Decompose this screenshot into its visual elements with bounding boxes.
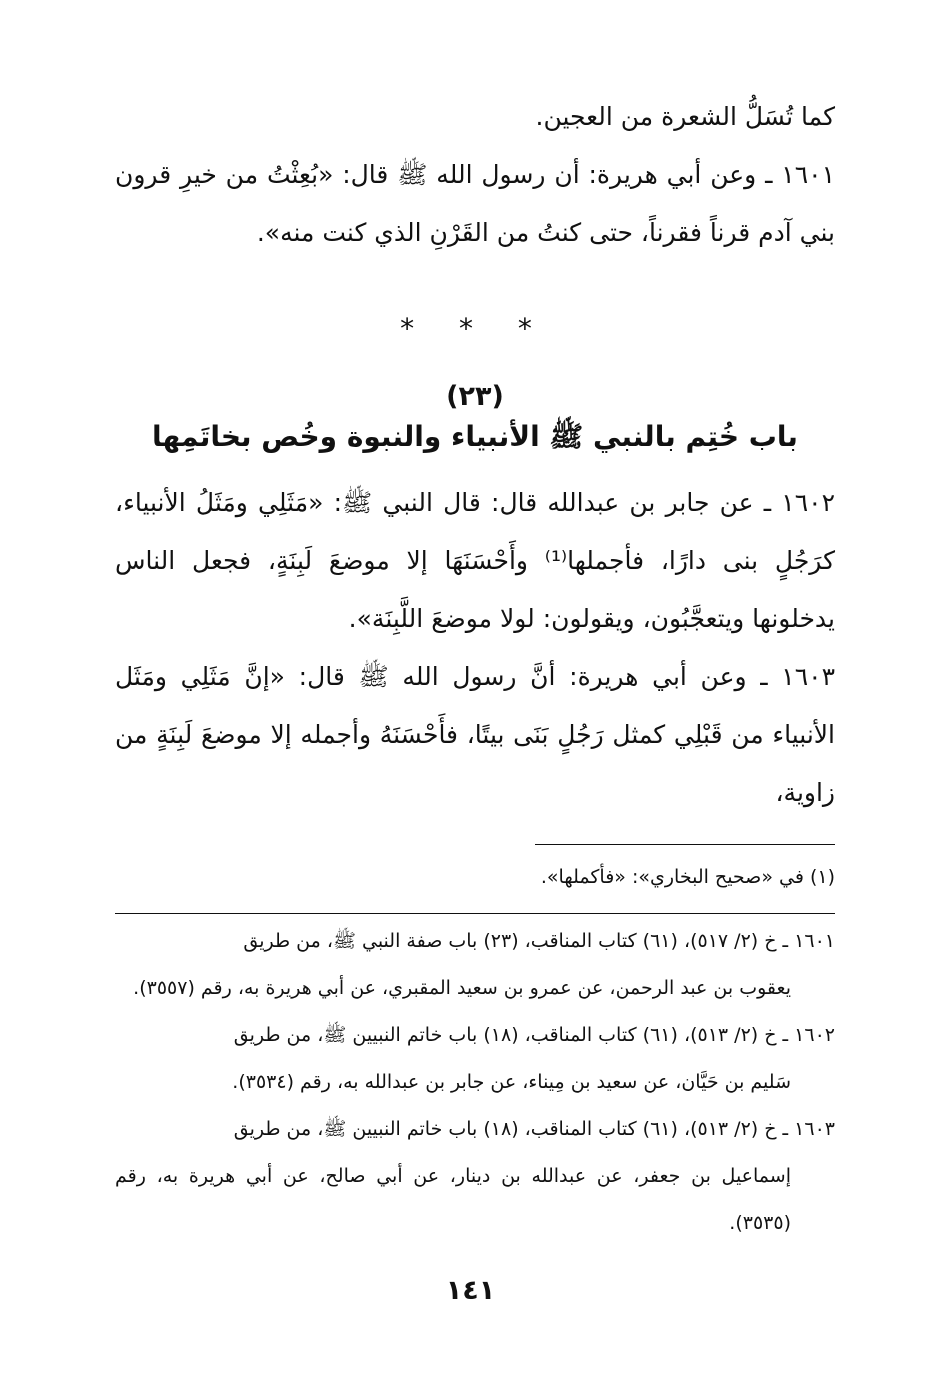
reference-item: [115, 918, 835, 1012]
page-number: ١٤١: [445, 1275, 496, 1306]
hadith-1601: ١٦٠١ ـ وعن أبي هريرة: أن رسول الله ﷺ قال: «بُعِثْتُ من خيرِ قرون بني آدم قرناً فقرناً، حتى كنتُ من القَرْنِ الذي كنت منه».: [115, 160, 835, 247]
reference-continuation: سَليم بن حَيَّان، عن سعيد بن مِيناء، عن جابر بن عبدالله به، رقم (٣٥٣٤).: [232, 1071, 791, 1093]
references-divider: [115, 913, 835, 914]
reference-item: [115, 1012, 835, 1106]
reference-continuation: إسماعيل بن جعفر، عن عبدالله بن دينار، عن أبي صالح، عن أبي هريرة به، رقم (٣٥٣٥).: [115, 1165, 791, 1234]
reference-line: ١٦٠٣ ـ خ (٢/ ٥١٣)، (٦١) كتاب المناقب، (١٨) باب خاتم النبيين ﷺ، من طريق: [233, 1118, 835, 1140]
chapter-number: (٢٣): [446, 381, 504, 412]
chapter-title: باب خُتِم بالنبي ﷺ الأنبياء والنبوة وخُص بخاتَمِها: [152, 420, 798, 453]
hadith-1603: ١٦٠٣ ـ وعن أبي هريرة: أنَّ رسول الله ﷺ قال: «إنَّ مَثَلِي ومَثَل الأنبياء من قَبْلِي كمثل رَجُلٍ بَنَى بيتًا، فأَحْسَنَهُ وأجمله إلا موضعَ لَبِنَةٍ من زاوية،: [115, 662, 835, 807]
reference-line: ١٦٠١ ـ خ (٢/ ٥١٧)، (٦١) كتاب المناقب، (٢٣) باب صفة النبي ﷺ، من طريق: [243, 930, 835, 952]
footnote-divider: [535, 844, 835, 845]
reference-continuation: يعقوب بن عبد الرحمن، عن عمرو بن سعيد المقبري، عن أبي هريرة به، رقم (٣٥٥٧).: [133, 977, 791, 999]
intro-line: كما تُسَلُّ الشعرة من العجين.: [535, 102, 835, 131]
hadith-1602: ١٦٠٢ ـ عن جابر بن عبدالله قال: قال النبي ﷺ: «مَثَلِي ومَثَلُ الأنبياء، كرَجُلٍ بنى دارًا، فأجملها⁽¹⁾ وأَحْسَنَهَا إلا موضعَ لَبِنَةٍ، فجعل الناس يدخلونها ويتعجَّبُون، ويقولون: لولا موضعَ اللَّبِنَة».: [115, 488, 836, 633]
page-body: [115, 88, 835, 1247]
reference-line: ١٦٠٢ ـ خ (٢/ ٥١٣)، (٦١) كتاب المناقب، (١٨) باب خاتم النبيين ﷺ، من طريق: [233, 1024, 835, 1046]
footnote: (١) في «صحيح البخاري»: «فأكملها».: [540, 866, 835, 888]
section-separator: * * *: [400, 312, 550, 345]
reference-list: [115, 918, 835, 1247]
reference-item: [115, 1106, 835, 1247]
